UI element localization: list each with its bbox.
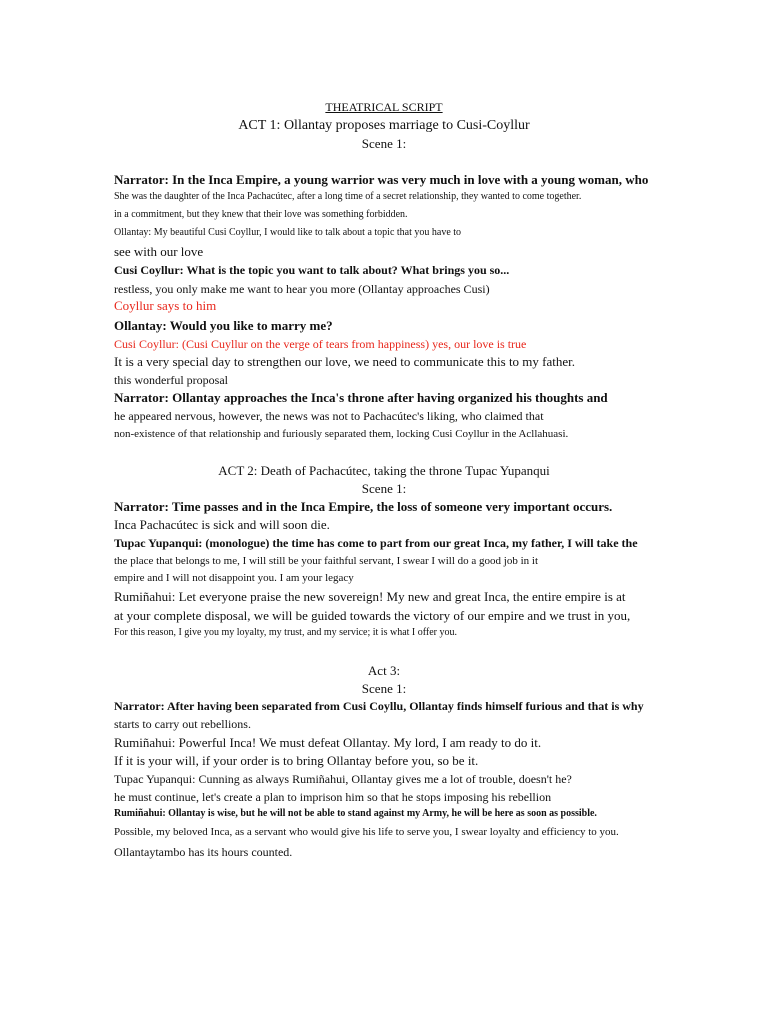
act1-line: Narrator: In the Inca Empire, a young warrior was very much in love with a young woman, who — [114, 172, 649, 187]
act2-line: Tupac Yupanqui: (monologue) the time has come to part from our great Inca, my father, I will take the — [114, 536, 638, 550]
act3-line: Ollantaytambo has its hours counted. — [114, 845, 293, 859]
act1-line: he appeared nervous, however, the news was not to Pachacútec's liking, who claimed that — [114, 409, 544, 423]
act1-line: It is a very special day to strengthen our love, we need to communicate this to my father. — [114, 354, 576, 369]
act1-line: She was the daughter of the Inca Pachacútec, after a long time of a secret relationship, they wanted to come together. — [114, 191, 582, 202]
act1-line: Coyllur says to him — [114, 298, 217, 313]
act3-line: Tupac Yupanqui: Cunning as always Rumiñahui, Ollantay gives me a lot of trouble, doesn't he? — [114, 772, 572, 786]
act2-line: the place that belongs to me, I will still be your faithful servant, I swear I will do a good job in it — [114, 555, 539, 567]
act1-line: Narrator: Ollantay approaches the Inca's throne after having organized his thoughts and — [114, 390, 608, 405]
act1-scene: Scene 1: — [361, 136, 407, 151]
act3-heading: Act 3: — [367, 663, 401, 678]
act3-line: starts to carry out rebellions. — [114, 717, 251, 731]
act1-line: see with our love — [114, 244, 204, 259]
act2-line: For this reason, I give you my loyalty, my trust, and my service; it is what I offer you. — [114, 627, 457, 638]
act1-line: in a commitment, but they knew that their love was something forbidden. — [114, 209, 408, 220]
act3-line: he must continue, let's create a plan to imprison him so that he stops imposing his rebellion — [114, 790, 552, 804]
act1-line: Ollantay: My beautiful Cusi Coyllur, I would like to talk about a topic that you have to — [114, 227, 462, 238]
act2-line: empire and I will not disappoint you. I am your legacy — [114, 572, 354, 584]
act2-line: Narrator: Time passes and in the Inca Empire, the loss of someone very important occurs. — [114, 499, 613, 514]
act1-heading: ACT 1: Ollantay proposes marriage to Cusi-Coyllur — [238, 118, 530, 133]
act3-line: Narrator: After having been separated from Cusi Coyllu, Ollantay finds himself furious and that is why — [114, 699, 644, 713]
act3-line: Possible, my beloved Inca, as a servant who would give his life to serve you, I swear loyalty and efficiency to you. — [114, 826, 619, 838]
act3-line: Rumiñahui: Ollantay is wise, but he will not be able to stand against my Army, he will be here as soon as possible. — [114, 808, 597, 819]
act2-scene: Scene 1: — [361, 481, 407, 496]
act3-scene: Scene 1: — [361, 681, 407, 696]
act3-line: Rumiñahui: Powerful Inca! We must defeat Ollantay. My lord, I am ready to do it. — [114, 735, 542, 750]
act3-line: If it is your will, if your order is to bring Ollantay before you, so be it. — [114, 753, 479, 768]
act1-line: Cusi Coyllur: (Cusi Cuyllur on the verge of tears from happiness) yes, our love is true — [114, 337, 527, 351]
act1-line: non-existence of that relationship and furiously separated them, locking Cusi Coyllur in the Acllahuasi. — [114, 428, 569, 440]
act2-line: Rumiñahui: Let everyone praise the new sovereign! My new and great Inca, the entire empire is at — [114, 589, 626, 604]
act2-line: at your complete disposal, we will be guided towards the victory of our empire and we trust in you, — [114, 608, 631, 623]
act2-heading: ACT 2: Death of Pachacútec, taking the throne Tupac Yupanqui — [218, 463, 550, 478]
act1-line: this wonderful proposal — [114, 373, 228, 387]
act1-line: Ollantay: Would you like to marry me? — [114, 318, 333, 333]
act1-line: restless, you only make me want to hear you more (Ollantay approaches Cusi) — [114, 282, 490, 296]
act1-line: Cusi Coyllur: What is the topic you want to talk about? What brings you so... — [114, 263, 510, 277]
document-title: THEATRICAL SCRIPT — [325, 100, 443, 114]
act2-line: Inca Pachacútec is sick and will soon die. — [114, 517, 330, 532]
